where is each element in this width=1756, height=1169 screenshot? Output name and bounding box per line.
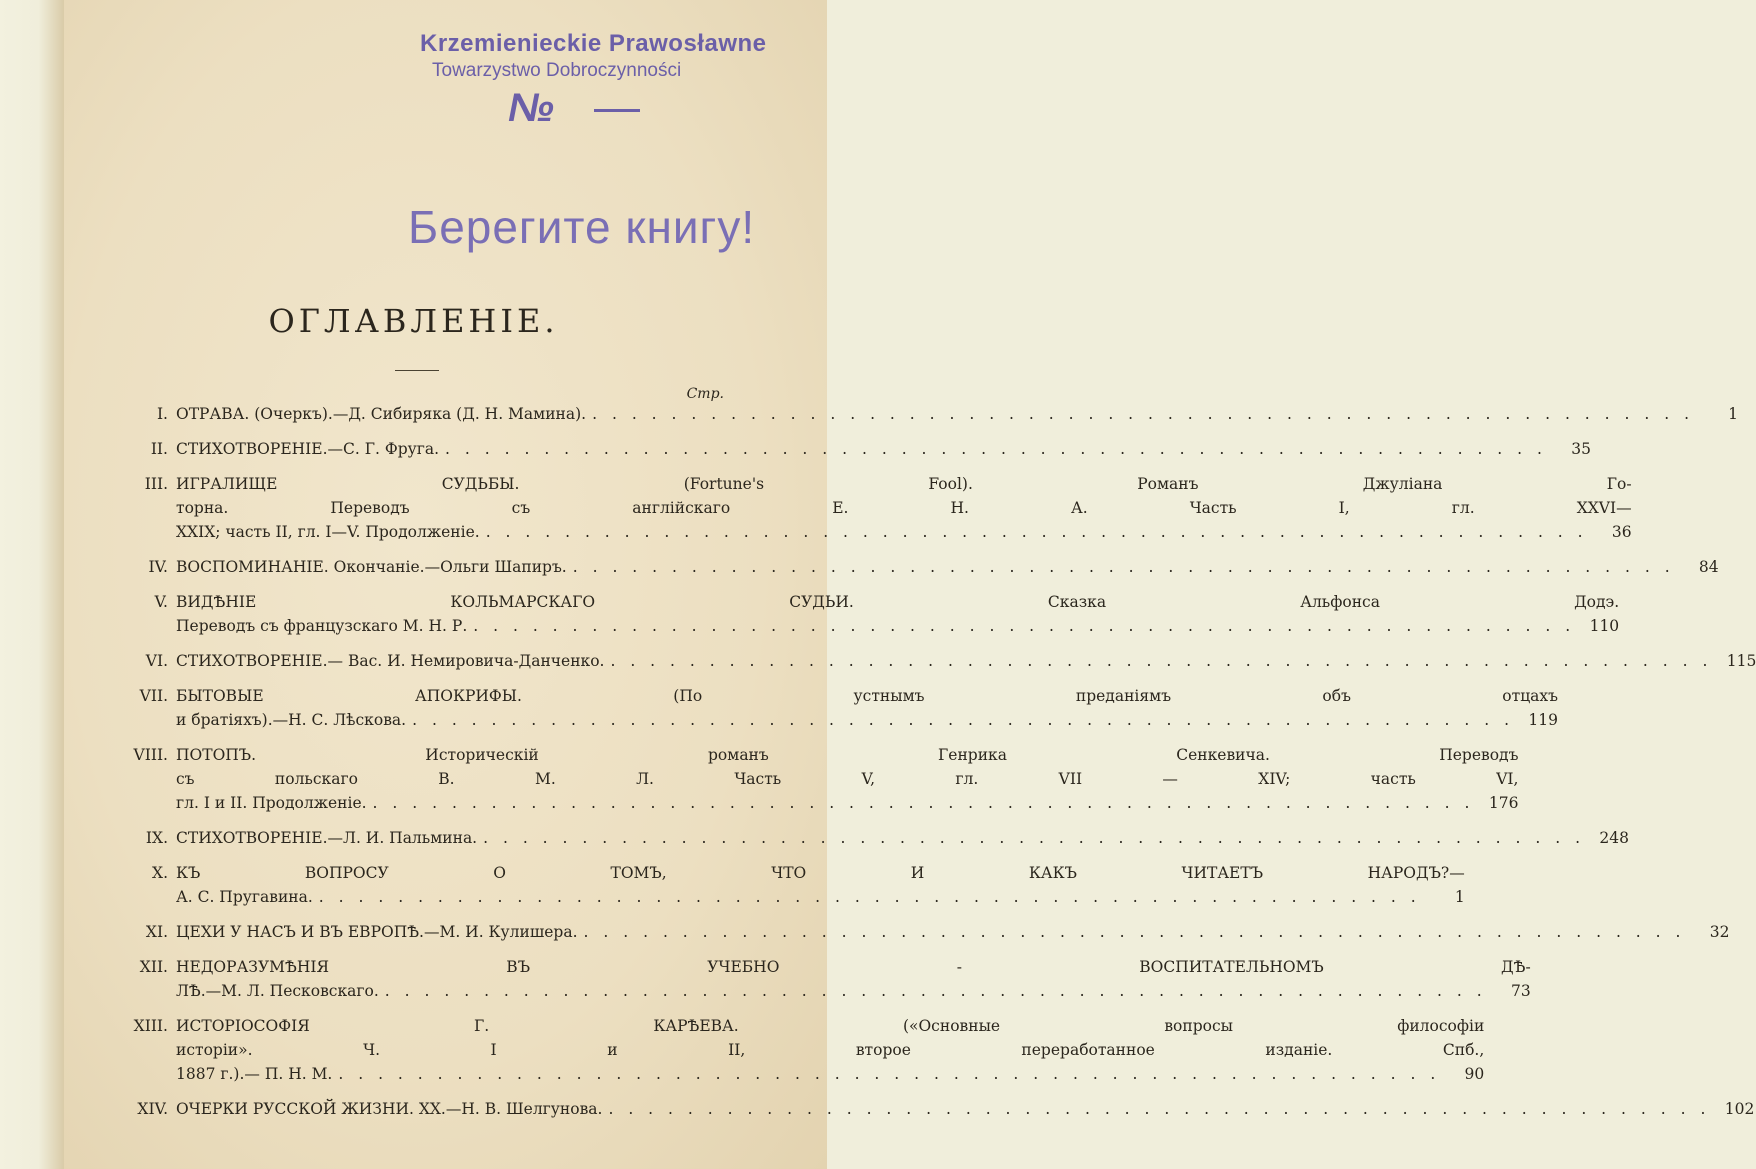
toc-entry-number: VI. [145,652,168,670]
toc-entry-text: 1887 г.).— П. Н. М. [176,1065,333,1083]
toc-entry-page: 1 [1728,405,1739,423]
dot-leader [586,402,1694,426]
toc-entry [110,826,1630,850]
warning-stamp: Берегите книгу! [408,201,756,253]
dot-leader [406,708,1514,732]
toc-entry-page: 102 [1724,1100,1755,1118]
toc-entry-page: 176 [1488,794,1519,812]
toc-entry-number: VII. [139,687,168,705]
toc-entry [110,743,1519,815]
toc-entry-page: 110 [1589,617,1620,635]
dot-leader [477,826,1585,850]
dot-leader [332,1062,1440,1086]
dot-leader [602,1097,1710,1121]
toc-entry-text: ЛѢ.—М. Л. Песковскаго. [176,982,379,1000]
dot-leader [578,920,1686,944]
dot-leader [379,979,1487,1003]
toc-entry-text: СТИХОТВОРЕНІЕ.—С. Г. Фруга. [176,440,440,458]
toc-entry-page: 119 [1528,711,1559,729]
toc-entry [110,555,1719,579]
stamp-number: № [508,86,820,131]
toc-entry-text: ОТРАВА. (Очеркъ).—Д. Сибиряка (Д. Н. Мамина). [176,405,587,423]
toc-entry-number: IX. [145,829,168,847]
toc-entry-text: СТИХОТВОРЕНІЕ.— Вас. И. Немировича-Данченко. [176,652,605,670]
toc-entry-number: XIII. [133,1017,168,1035]
toc-entry-page: 73 [1510,982,1531,1000]
toc-entry-text: НЕДОРАЗУМѢНІЯ ВЪ УЧЕБНО - ВОСПИТАТЕЛЬНОМЪ ДѢ- [176,958,1531,976]
toc-entry-number: XI. [145,923,168,941]
toc-entry-text: ОЧЕРКИ РУССКОЙ ЖИЗНИ. XX.—Н. В. Шелгунова. [176,1100,603,1118]
toc-entry-text: съ польскаго В. М. Л. Часть V, гл. VII — XIV; часть VI, [176,770,1519,788]
toc-entry-number: XIV. [137,1100,168,1118]
toc-entry [110,437,1591,461]
toc-entry-text: исторіи». Ч. I и II, второе переработанное изданіе. Спб., [176,1041,1485,1059]
dot-leader [367,791,1475,815]
toc-entry-text: ВИДѢНІЕ КОЛЬМАРСКАГО СУДЬИ. Сказка Альфонса Додэ. [176,593,1620,611]
toc-entry [110,649,1756,673]
dot-leader [480,520,1588,544]
toc-entry-page: 90 [1464,1065,1485,1083]
toc-entry-text: ИГРАЛИЩЕ СУДЬБЫ. (Fortune's Fool). Романъ Джуліана Го- [176,475,1632,493]
toc-entry-text: БЫТОВЫЕ АПОКРИФЫ. (По устнымъ преданіямъ объ отцахъ [176,687,1559,705]
binding-shadow [0,0,64,1169]
title-rule [395,370,439,371]
dot-leader [313,885,1421,909]
toc-entry-number: V. [154,593,168,611]
stamp-society-sub: Towarzystwo Dobroczynności [432,60,682,81]
toc-entry [110,402,1739,426]
toc-entry-text: СТИХОТВОРЕНІЕ.—Л. И. Пальмина. [176,829,478,847]
dot-leader [439,437,1547,461]
toc-entry-number: XII. [139,958,168,976]
toc-entry-number: II. [150,440,168,458]
toc-entry-page: 115 [1726,652,1756,670]
table-of-contents [110,402,1756,1132]
toc-entry-text: и братіяхъ).—Н. С. Лѣскова. [176,711,407,729]
page-column-label: Стр. [686,386,724,402]
toc-entry-text: ПОТОПЪ. Историческій романъ Генрика Сенкевича. Переводъ [176,746,1519,764]
toc-entry-number: IV. [148,558,168,576]
toc-entry [110,590,1620,638]
dot-leader [567,555,1675,579]
toc-entry-number: X. [152,864,168,882]
toc-entry [110,472,1632,544]
toc-entry [110,684,1559,732]
toc-entry-text: XXIX; часть II, гл. I—V. Продолженіе. [176,523,480,541]
toc-entry-text: торна. Переводъ съ англійскаго Е. Н. А. Часть I, гл. XXVI— [176,499,1632,517]
toc-entry [110,1097,1755,1121]
dot-leader [604,649,1712,673]
toc-entry-text: Переводъ съ французскаго М. Н. Р. [176,617,468,635]
toc-entry-page: 36 [1611,523,1632,541]
library-stamp [420,30,820,131]
dot-leader [467,614,1575,638]
toc-entry-number: VIII. [133,746,168,764]
toc-entry-page: 84 [1698,558,1719,576]
toc-entry-page: 248 [1599,829,1630,847]
toc-entry-text: ЦЕХИ У НАСЪ И ВЪ ЕВРОПѢ.—М. И. Кулишера. [176,923,578,941]
toc-entry [110,861,1465,909]
stamp-society-name: Krzemienieckie Prawosławne [420,30,767,57]
toc-entry-text: А. С. Пругавина. [176,888,313,906]
toc-entry-text: ИСТОРІОСОФІЯ Г. КАРѢЕВА. («Основные вопросы философіи [176,1017,1485,1035]
toc-entry-page: 1 [1454,888,1465,906]
toc-entry [110,955,1531,1003]
toc-entry-page: 35 [1571,440,1591,458]
page-title: ОГЛАВЛЕНІЕ. [268,302,559,340]
toc-entry-page: 32 [1709,923,1730,941]
toc-entry [110,1014,1485,1086]
toc-entry-text: КЪ ВОПРОСУ О ТОМЪ, ЧТО И КАКЪ ЧИТАЕТЪ НАРОДЪ?— [176,864,1465,882]
toc-entry-number: III. [144,475,168,493]
toc-entry-text: гл. I и II. Продолженіе. [176,794,367,812]
toc-entry-text: ВОСПОМИНАНІЕ. Окончаніе.—Ольги Шапиръ. [176,558,567,576]
toc-entry [110,920,1730,944]
toc-entry-number: I. [156,405,168,423]
